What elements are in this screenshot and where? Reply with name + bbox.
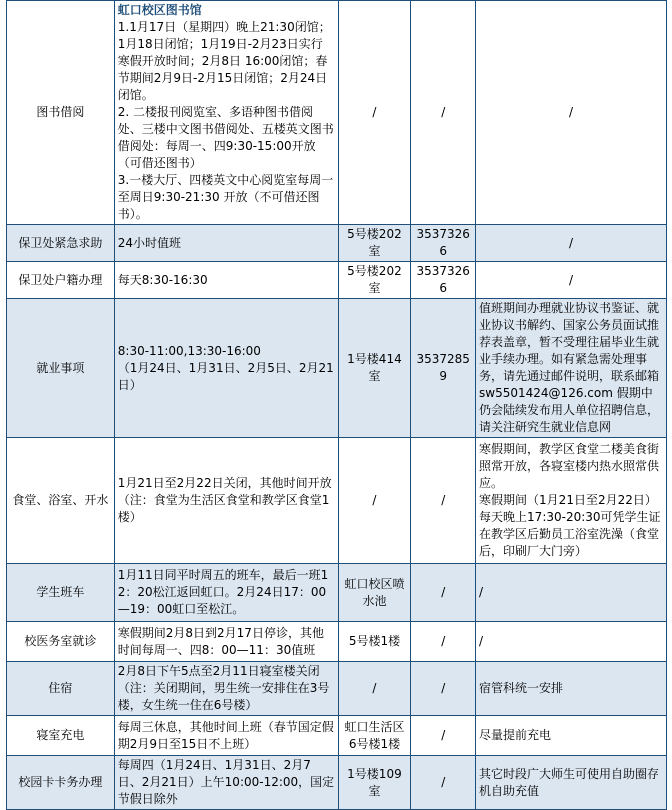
table-row [7, 299, 667, 438]
service-cell: 食堂、浴室、开水 [7, 438, 115, 564]
service-cell: 图书借阅 [7, 1, 115, 225]
library-title: 虹口校区图书馆 [117, 3, 202, 17]
location-cell: 虹口生活区6号楼1楼 [338, 716, 411, 756]
notes-cell: 其它时段广大师生可使用自助圈存机自助充值 [476, 756, 667, 810]
location-cell: 1号楼109室 [338, 756, 411, 810]
phone-cell: / [411, 622, 476, 662]
service-cell: 校医务室就诊 [7, 622, 115, 662]
phone-cell: / [411, 438, 476, 564]
location-cell: 1号楼414室 [338, 299, 411, 438]
table-row [7, 225, 667, 262]
time-cell: 每周四（1月24日、1月31日、2月7日、2月21日）上午10:00-12:00，国定节假日除外 [114, 756, 338, 810]
table-row [7, 262, 667, 299]
notes-cell: 寒假期间，教学区食堂二楼美食街照常开放，各寝室楼内热水照常供应。 寒假期间（1月21日至2月22日）每天晚上17:30-20:30可凭学生证在教学区后勤员工浴室洗澡（食堂后，印刷厂大门旁） [476, 438, 667, 564]
phone-cell: 35373266 [411, 225, 476, 262]
table-row [7, 662, 667, 716]
service-cell: 校园卡卡务办理 [7, 756, 115, 810]
table-row [7, 564, 667, 622]
phone-cell: / [411, 564, 476, 622]
phone-cell: / [411, 1, 476, 225]
time-cell: 8:30-11:00,13:30-16:00 （1月24日、1月31日、2月5日、2月21日） [114, 299, 338, 438]
time-cell: 1月11日同平时周五的班车，最后一班12：20松江返回虹口。2月24日17：00—19：00虹口至松江。 [114, 564, 338, 622]
location-cell: 5号楼1楼 [338, 622, 411, 662]
location-cell: 虹口校区喷水池 [338, 564, 411, 622]
notes-cell: / [476, 225, 667, 262]
phone-cell: / [411, 716, 476, 756]
service-cell: 寝室充电 [7, 716, 115, 756]
service-cell: 保卫处户籍办理 [7, 262, 115, 299]
service-cell: 住宿 [7, 662, 115, 716]
phone-cell: / [411, 662, 476, 716]
location-cell: / [338, 438, 411, 564]
time-cell: 2月8日下午5点至2月11日寝室楼关闭（注：关闭期间，男生统一安排住在3号楼，女生统一住在6号楼） [114, 662, 338, 716]
table-row [7, 1, 667, 225]
notes-cell: / [476, 1, 667, 225]
time-cell: 1月21日至2月22日关闭，其他时间开放 （注：食堂为生活区食堂和教学区食堂1楼） [114, 438, 338, 564]
time-cell: 每天8:30-16:30 [114, 262, 338, 299]
service-cell: 学生班车 [7, 564, 115, 622]
phone-cell: / [411, 756, 476, 810]
location-cell: 5号楼202室 [338, 225, 411, 262]
table-row [7, 756, 667, 810]
table-row [7, 622, 667, 662]
notes-cell: 值班期间办理就业协议书鉴证、就业协议书解约、国家公务员面试推荐表盖章，暂不受理往届毕业生就业手续办理。如有紧急需处理事务，请先通过邮件说明，联系邮箱sw5501424@126.com 假期中仍会陆续发布用人单位招聘信息，请关注研究生就业信息网 [476, 299, 667, 438]
notes-cell: 宿管科统一安排 [476, 662, 667, 716]
table-row [7, 438, 667, 564]
location-cell: 5号楼202室 [338, 262, 411, 299]
time-cell: 寒假期间2月8日到2月17日停诊，其他时间每周一、四8：00—11：30值班 [114, 622, 338, 662]
time-cell: 24小时值班 [114, 225, 338, 262]
notes-cell: 尽量提前充电 [476, 716, 667, 756]
time-cell [114, 1, 338, 225]
table-row [7, 716, 667, 756]
location-cell: / [338, 662, 411, 716]
time-cell: 每周三休息，其他时间上班（春节国定假期2月9日至15日不上班） [114, 716, 338, 756]
phone-cell: 35372859 [411, 299, 476, 438]
service-cell: 就业事项 [7, 299, 115, 438]
time-text: 1.1月17日（星期四）晚上21:30闭馆；1月18日闭馆；1月19日-2月23日实行寒假开放时间；2月8日 16:00闭馆；春节期间2月9日-2月15日闭馆；2月24日闭馆。 2. 二楼报刊阅览室、多语种图书借阅处、三楼中文图书借阅处、五楼英文图书借阅处：每周一、四9:30-15:00开放（可借还图书） 3.一楼大厅、四楼英文中心阅览室每周一至周日9:30-21:30 开放（不可借还图书）。 [117, 20, 334, 221]
notes-cell: / [476, 262, 667, 299]
location-cell: / [338, 1, 411, 225]
service-cell: 保卫处紧急求助 [7, 225, 115, 262]
schedule-table [6, 0, 667, 810]
notes-cell: / [476, 564, 667, 622]
phone-cell: 35373266 [411, 262, 476, 299]
notes-cell: / [476, 622, 667, 662]
